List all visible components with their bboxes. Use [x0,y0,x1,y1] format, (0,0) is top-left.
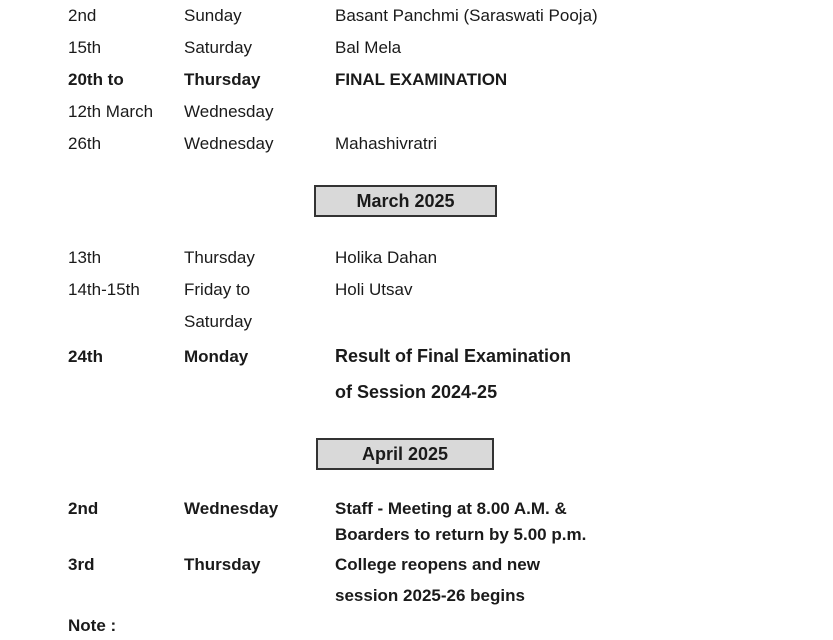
event-cell-continued: Boarders to return by 5.00 p.m. [335,525,587,544]
month-heading-march: March 2025 [314,185,497,217]
date-cell: 3rd [68,555,95,574]
event-cell: Mahashivratri [335,134,438,153]
event-cell: Holika Dahan [335,248,438,267]
day-cell: Thursday [184,70,261,89]
date-cell: 15th [68,38,102,57]
note-label: Note : [68,616,117,635]
event-cell-continued: session 2025-26 begins [335,586,525,605]
event-cell: Basant Panchmi (Saraswati Pooja) [335,6,598,25]
date-cell: 26th [68,134,102,153]
event-cell: College reopens and new [335,555,540,574]
date-cell: 20th to [68,70,124,89]
event-cell: Result of Final Examination [335,346,572,366]
date-cell: 13th [68,248,102,267]
day-cell: Saturday [184,312,253,331]
day-cell: Thursday [184,555,261,574]
month-heading-april: April 2025 [316,438,494,470]
event-cell: Bal Mela [335,38,402,57]
event-cell: Holi Utsav [335,280,413,299]
day-cell: Saturday [184,38,253,57]
day-cell: Wednesday [184,134,274,153]
event-cell: Staff - Meeting at 8.00 A.M. & [335,499,567,518]
day-cell: Wednesday [184,102,274,121]
day-cell: Thursday [184,248,255,267]
day-cell: Sunday [184,6,242,25]
date-cell: 2nd [68,6,97,25]
day-cell: Wednesday [184,499,279,518]
date-cell: 2nd [68,499,99,518]
day-cell: Monday [184,347,249,366]
event-cell-continued: of Session 2024-25 [335,382,498,402]
event-cell: FINAL EXAMINATION [335,70,508,89]
date-cell: 14th-15th [68,280,140,299]
date-cell: 24th [68,347,103,366]
day-cell: Friday to [184,280,251,299]
date-cell: 12th March [68,102,154,121]
